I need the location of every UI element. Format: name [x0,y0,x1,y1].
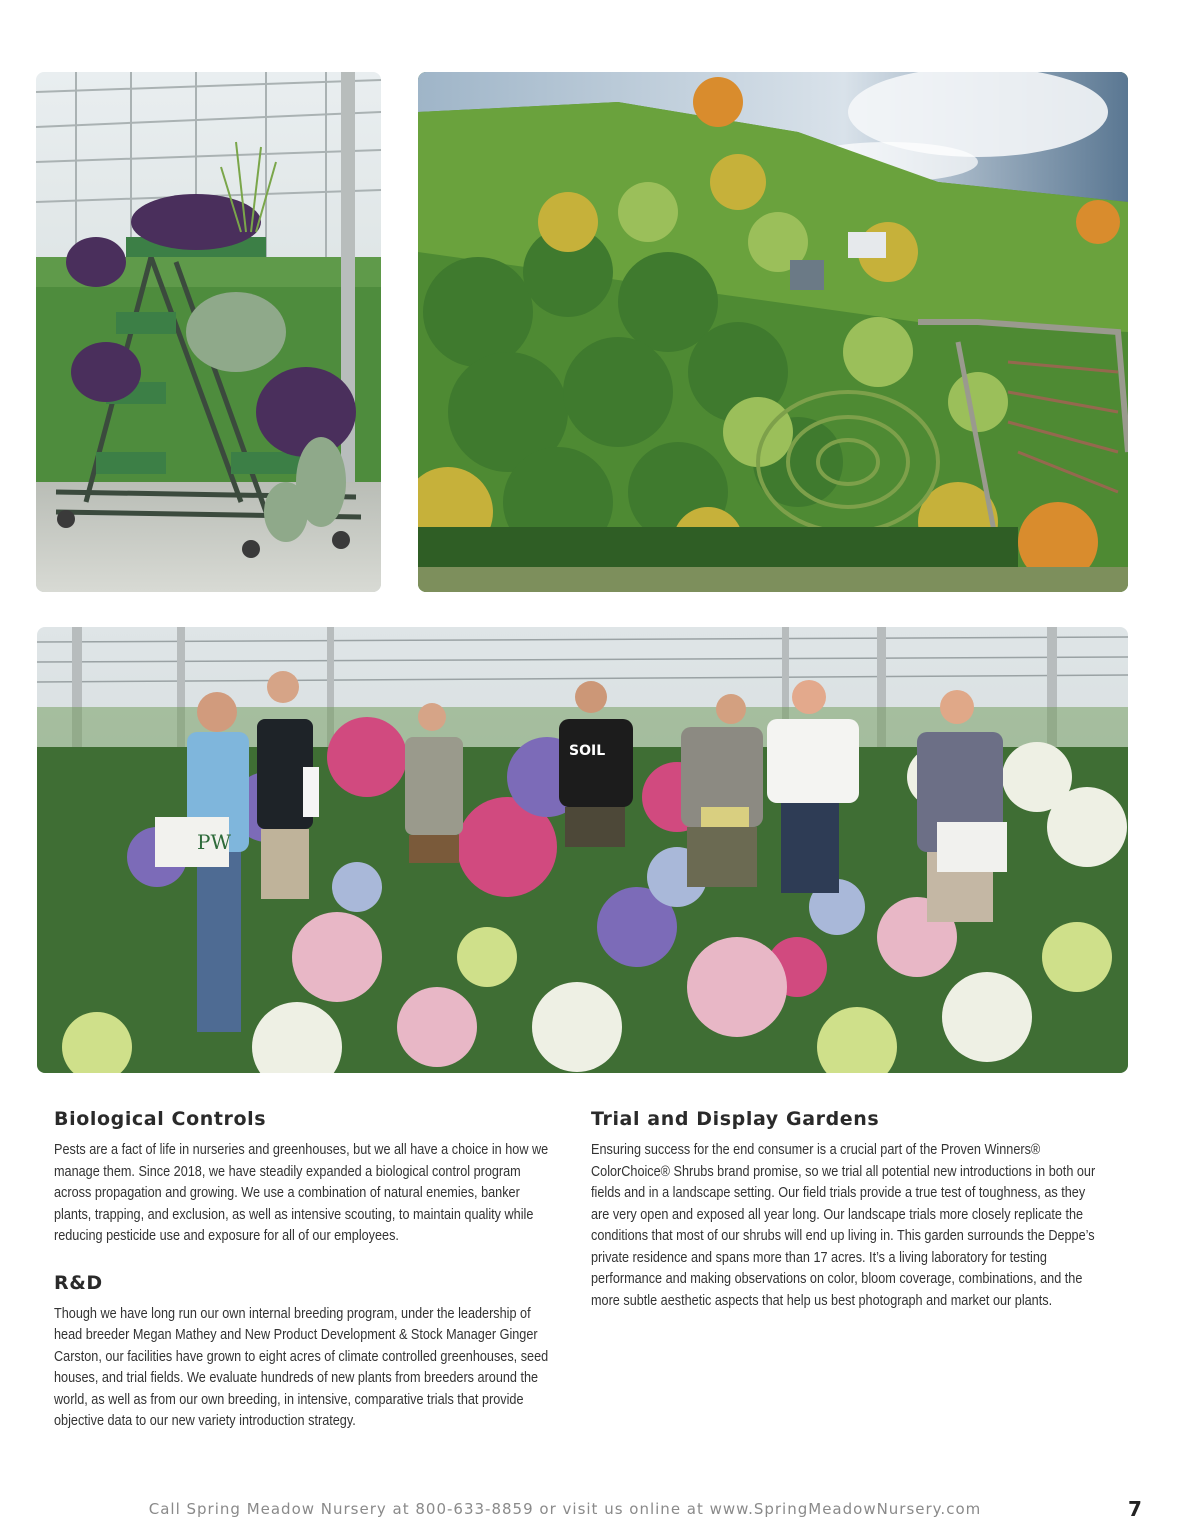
right-text-column [591,1108,1101,1312]
trial-gardens-body: Ensuring success for the end consumer is a crucial part of the Proven Winners® ColorChoice® Shrubs brand promise, so we trial all potential new introductions in both our fields and in a landscape setting. Our field trials provide a true test of toughness, as they are very open and exposed all year long. Our landscape trials more closely replicate the conditions that most of our shrubs will end up living in. This garden surrounds the Deppe’s private residence and spans more than 17 acres. It’s a living laboratory for testing performance and making observations on color, bloom coverage, combinations, and the more subtle aesthetic aspects that help us best photograph and market our plants. [591,1142,1096,1309]
aerial-gardens-image [418,72,1128,592]
soil-shirt-text: SOIL [569,743,606,759]
rnd-heading: R&D [54,1271,103,1294]
footer-contact-line: Call Spring Meadow Nursery at 800-633-8859 or visit us online at www.SpringMeadowNursery.com [148,1500,982,1518]
greenhouse-cart-photo [36,72,381,592]
rnd-body: Though we have long run our own internal breeding program, under the leadership of head breeder Megan Mathey and New Product Development & Stock Manager Ginger Carston, our facilities have grown to eight acres of climate controlled greenhouses, seed houses, and trial fields. We evaluate hundreds of new plants from breeders around the world, as well as from our own breeding, in intensive, comparative trials that provide objective data to our new variety introduction strategy. [54,1305,549,1429]
trial-gardens-heading: Trial and Display Gardens [591,1108,880,1130]
aerial-gardens-photo [418,72,1128,592]
team-hydrangeas-photo [37,627,1128,1073]
greenhouse-cart-image [36,72,381,592]
page-number: 7 [1128,1497,1142,1521]
biological-controls-body: Pests are a fact of life in nurseries and greenhouses, but we all have a choice in how we manage them. Since 2018, we have steadily expanded a biological control program across propagation and growing. We use a combination of natural enemies, banker plants, trapping, and exclusion, as well as intensive scouting, to maintain quality while reducing pesticide use and exposure for all of our employees. [54,1142,549,1244]
pw-sign-text: PW [197,830,232,854]
left-text-column [54,1108,554,1433]
team-hydrangeas-image [37,627,1128,1073]
biological-controls-heading: Biological Controls [54,1108,267,1130]
